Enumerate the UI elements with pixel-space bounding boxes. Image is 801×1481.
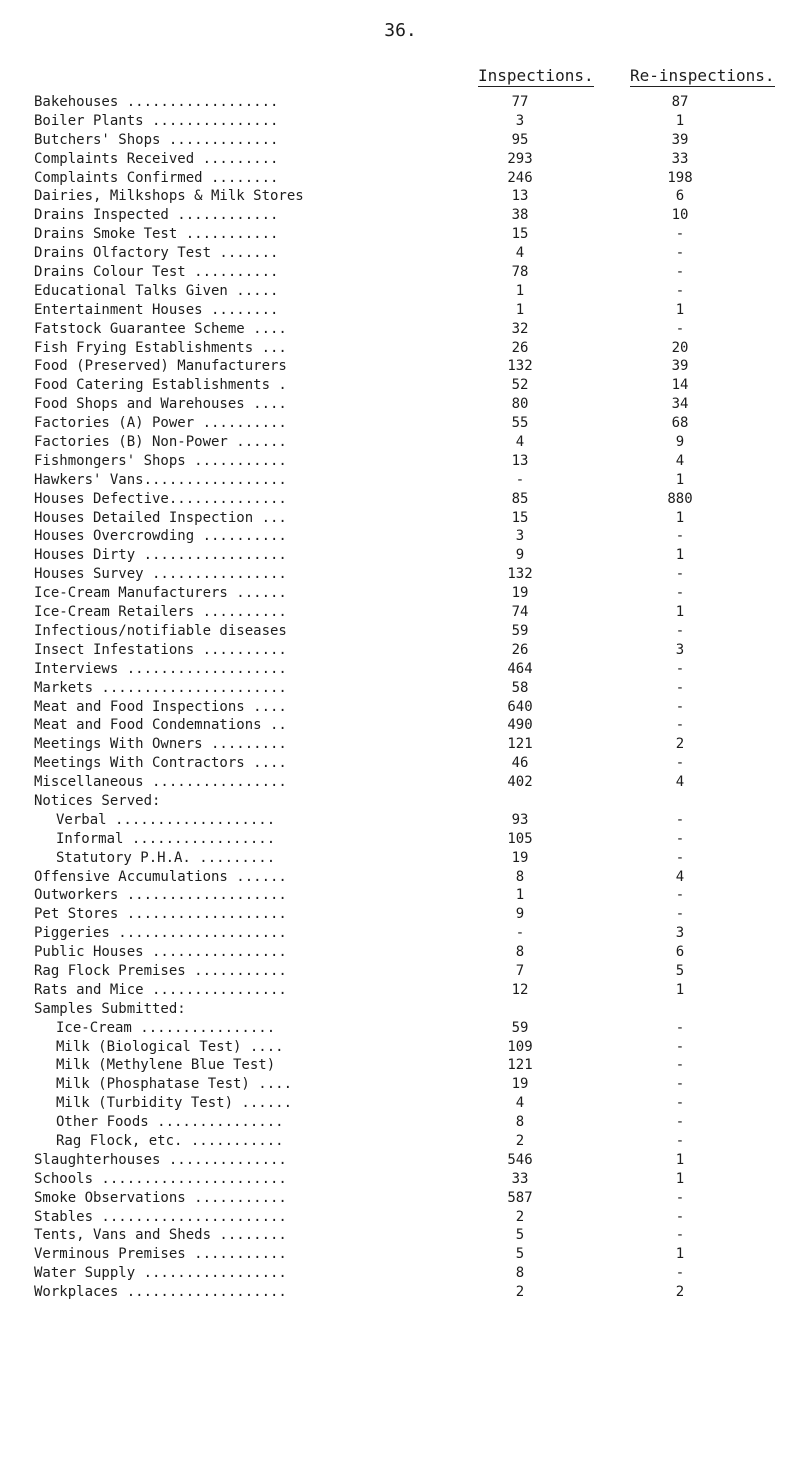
row-label: Piggeries .................... (34, 925, 287, 942)
table-row (0, 1189, 801, 1208)
re-inspections-value: 1 (675, 509, 685, 526)
inspections-value: 246 (507, 169, 533, 186)
row-label: Milk (Biological Test) .... (56, 1038, 284, 1055)
re-inspections-value: - (675, 528, 685, 545)
row-label: Food Shops and Warehouses .... (34, 396, 287, 413)
re-inspections-value: 87 (671, 94, 689, 110)
re-inspections-value: - (675, 906, 685, 923)
table-row (0, 244, 801, 263)
re-inspections-value: 6 (675, 944, 685, 961)
table-row (0, 1056, 801, 1075)
table-row (0, 679, 801, 698)
row-label: Drains Olfactory Test ....... (34, 245, 279, 262)
re-inspections-value: - (675, 566, 685, 583)
table-row (0, 206, 801, 225)
re-inspections-value: 5 (675, 962, 685, 979)
re-inspections-value: 1 (675, 112, 685, 129)
table-row (0, 868, 801, 887)
inspections-value: 490 (507, 717, 533, 734)
inspections-value: 293 (507, 150, 533, 167)
row-label: Verminous Premises ........... (34, 1246, 287, 1263)
re-inspections-value: - (675, 226, 685, 243)
inspections-header-underline (478, 86, 594, 87)
row-label: Notices Served: (34, 792, 161, 809)
row-label: Rag Flock Premises ........... (34, 962, 287, 979)
re-inspections-value: - (675, 585, 685, 602)
inspections-value: 121 (507, 1057, 533, 1074)
inspections-value: 74 (511, 604, 529, 621)
inspections-value: 15 (511, 509, 529, 526)
row-label: Informal ................. (56, 830, 276, 847)
table-row (0, 112, 801, 131)
re-inspections-value: - (675, 717, 685, 734)
table-row (0, 395, 801, 414)
table-row (0, 792, 801, 811)
re-inspections-value: - (675, 1076, 685, 1093)
inspections-value: 640 (507, 698, 533, 715)
row-label: Samples Submitted: (34, 1000, 186, 1017)
re-inspections-column-header (630, 66, 775, 87)
re-inspections-value: - (675, 1095, 685, 1112)
row-label: Tents, Vans and Sheds ........ (34, 1227, 287, 1244)
row-label: Miscellaneous ................ (34, 774, 287, 791)
inspections-value: 132 (507, 358, 533, 375)
table-row (0, 660, 801, 679)
row-label: Meetings With Owners ......... (34, 736, 287, 753)
re-inspections-value: 1 (675, 1170, 685, 1187)
re-inspections-value: 3 (675, 925, 685, 942)
re-inspections-value: 1 (675, 604, 685, 621)
inspections-value: 4 (515, 434, 525, 451)
inspections-value: 8 (515, 868, 525, 885)
table-row (0, 849, 801, 868)
table-row (0, 981, 801, 1000)
re-inspections-value: 198 (667, 169, 693, 186)
table-row (0, 187, 801, 206)
row-label: Stables ...................... (34, 1208, 287, 1225)
re-inspections-value: 39 (671, 131, 689, 148)
inspections-header-label: Inspections. (478, 66, 594, 85)
inspections-value: 587 (507, 1189, 533, 1206)
re-inspections-value: 20 (671, 339, 689, 356)
row-label: Slaughterhouses .............. (34, 1151, 287, 1168)
row-label: Factories (A) Power .......... (34, 415, 287, 432)
inspections-value: - (515, 471, 525, 488)
inspections-value: 55 (511, 415, 529, 432)
re-inspections-value: - (675, 320, 685, 337)
re-inspections-value: - (675, 1227, 685, 1244)
table-row (0, 376, 801, 395)
table-row (0, 301, 801, 320)
inspections-value: 546 (507, 1151, 533, 1168)
inspections-value: 80 (511, 396, 529, 413)
re-inspections-value: 4 (675, 774, 685, 791)
inspections-value: 59 (511, 1019, 529, 1036)
re-inspections-value: - (675, 1038, 685, 1055)
inspections-value: 5 (515, 1227, 525, 1244)
row-label: Outworkers ................... (34, 887, 287, 904)
re-inspections-value: 2 (675, 1284, 685, 1301)
re-inspections-value: - (675, 1132, 685, 1149)
row-label: Milk (Phosphatase Test) .... (56, 1076, 293, 1093)
row-label: Houses Dirty ................. (34, 547, 287, 564)
table-row (0, 698, 801, 717)
inspections-value: 19 (511, 849, 529, 866)
re-inspections-value: - (675, 1057, 685, 1074)
row-label: Butchers' Shops ............. (34, 131, 279, 148)
inspections-value: 4 (515, 245, 525, 262)
table-row (0, 773, 801, 792)
row-label: Fishmongers' Shops ........... (34, 452, 287, 469)
table-row (0, 320, 801, 339)
table-row (0, 584, 801, 603)
re-inspections-value: 33 (671, 150, 689, 167)
table-row (0, 754, 801, 773)
table-row (0, 641, 801, 660)
table-row (0, 1113, 801, 1132)
table-row (0, 943, 801, 962)
inspections-value: 38 (511, 207, 529, 224)
re-inspections-value: 1 (675, 981, 685, 998)
row-label: Milk (Turbidity Test) ...... (56, 1095, 293, 1112)
re-inspections-value: - (675, 1208, 685, 1225)
inspections-value: 105 (507, 830, 533, 847)
row-label: Offensive Accumulations ...... (34, 868, 287, 885)
table-row (0, 905, 801, 924)
inspections-value: 15 (511, 226, 529, 243)
row-label: Schools ...................... (34, 1170, 287, 1187)
row-label: Meetings With Contractors .... (34, 755, 287, 772)
row-label: Meat and Food Inspections .... (34, 698, 287, 715)
inspections-value: 77 (511, 94, 529, 110)
table-row (0, 1094, 801, 1113)
re-inspections-value: - (675, 1019, 685, 1036)
table-row (0, 1132, 801, 1151)
re-inspections-value: 1 (675, 301, 685, 318)
re-inspections-value: 1 (675, 1151, 685, 1168)
inspections-column-header (478, 66, 594, 87)
inspections-value: 1 (515, 282, 525, 299)
table-row (0, 509, 801, 528)
inspections-value: 58 (511, 679, 529, 696)
re-inspections-value: - (675, 830, 685, 847)
re-inspections-value: - (675, 1265, 685, 1282)
table-row (0, 830, 801, 849)
re-inspections-value: - (675, 282, 685, 299)
row-label: Fatstock Guarantee Scheme .... (34, 320, 287, 337)
re-inspections-value: 10 (671, 207, 689, 224)
row-label: Houses Detailed Inspection ... (34, 509, 287, 526)
re-inspections-value: - (675, 1189, 685, 1206)
inspections-value: 33 (511, 1170, 529, 1187)
re-inspections-value: - (675, 264, 685, 281)
table-row (0, 1075, 801, 1094)
row-label: Smoke Observations ........... (34, 1189, 287, 1206)
table-row (0, 924, 801, 943)
row-label: Insect Infestations .......... (34, 641, 287, 658)
re-inspections-value: - (675, 660, 685, 677)
row-label: Houses Overcrowding .......... (34, 528, 287, 545)
table-row (0, 603, 801, 622)
row-label: Other Foods ............... (56, 1114, 284, 1131)
inspections-value: 19 (511, 1076, 529, 1093)
re-inspections-value: 9 (675, 434, 685, 451)
re-inspections-value: 6 (675, 188, 685, 205)
inspections-value: 3 (515, 528, 525, 545)
row-label: Drains Colour Test .......... (34, 264, 279, 281)
re-inspections-value: 14 (671, 377, 689, 394)
row-label: Pet Stores ................... (34, 906, 287, 923)
re-inspections-value: - (675, 245, 685, 262)
row-label: Ice-Cream Retailers .......... (34, 604, 287, 621)
inspections-value: 3 (515, 112, 525, 129)
table-row (0, 169, 801, 188)
row-label: Dairies, Milkshops & Milk Stores (34, 188, 304, 205)
table-row (0, 339, 801, 358)
re-inspections-value: - (675, 811, 685, 828)
inspections-value: 52 (511, 377, 529, 394)
row-label: Boiler Plants ............... (34, 112, 279, 129)
row-label: Markets ...................... (34, 679, 287, 696)
re-inspections-value: 1 (675, 547, 685, 564)
table-row (0, 1245, 801, 1264)
row-label: Infectious/notifiable diseases (34, 622, 287, 639)
re-inspections-value: - (675, 887, 685, 904)
inspections-value: 7 (515, 962, 525, 979)
row-label: Factories (B) Non-Power ...... (34, 434, 287, 451)
row-label: Drains Inspected ............ (34, 207, 279, 224)
inspections-value: 32 (511, 320, 529, 337)
re-inspections-value: 880 (667, 490, 693, 507)
table-row (0, 1038, 801, 1057)
row-label: Ice-Cream Manufacturers ...... (34, 585, 287, 602)
table-row (0, 131, 801, 150)
re-inspections-value: - (675, 679, 685, 696)
row-label: Houses Defective.............. (34, 490, 287, 507)
row-label: Food (Preserved) Manufacturers (34, 358, 287, 375)
row-label: Statutory P.H.A. ......... (56, 849, 276, 866)
table-row (0, 546, 801, 565)
inspections-value: 2 (515, 1132, 525, 1149)
inspections-value: 46 (511, 755, 529, 772)
inspections-value: 78 (511, 264, 529, 281)
table-row (0, 263, 801, 282)
table-row (0, 225, 801, 244)
row-label: Milk (Methylene Blue Test) (56, 1057, 276, 1074)
table-row (0, 282, 801, 301)
table-row (0, 471, 801, 490)
table-row (0, 1264, 801, 1283)
row-label: Complaints Received ......... (34, 150, 279, 167)
row-label: Entertainment Houses ........ (34, 301, 279, 318)
page-number: 36. (384, 20, 417, 41)
inspections-value: 2 (515, 1208, 525, 1225)
row-label: Rats and Mice ................ (34, 981, 287, 998)
table-row (0, 1000, 801, 1019)
inspections-value: 5 (515, 1246, 525, 1263)
row-label: Hawkers' Vans................. (34, 471, 287, 488)
inspections-value: 26 (511, 641, 529, 658)
inspections-value: 109 (507, 1038, 533, 1055)
re-inspections-header-underline (630, 86, 775, 87)
inspections-value: 8 (515, 944, 525, 961)
row-label: Houses Survey ................ (34, 566, 287, 583)
table-row (0, 357, 801, 376)
table-row (0, 886, 801, 905)
row-label: Fish Frying Establishments ... (34, 339, 287, 356)
table-row (0, 150, 801, 169)
inspections-value: 402 (507, 774, 533, 791)
re-inspections-value: 4 (675, 452, 685, 469)
re-inspections-value: 1 (675, 1246, 685, 1263)
inspections-value: 19 (511, 585, 529, 602)
row-label: Public Houses ................ (34, 944, 287, 961)
table-row (0, 622, 801, 641)
inspections-value: 59 (511, 622, 529, 639)
inspections-value: 8 (515, 1114, 525, 1131)
re-inspections-value: 1 (675, 471, 685, 488)
table-row (0, 1170, 801, 1189)
row-label: Water Supply ................. (34, 1265, 287, 1282)
table-row (0, 433, 801, 452)
inspections-value: 26 (511, 339, 529, 356)
re-inspections-value: 2 (675, 736, 685, 753)
table-row (0, 527, 801, 546)
row-label: Ice-Cream ................ (56, 1019, 276, 1036)
inspections-value: 9 (515, 906, 525, 923)
row-label: Verbal ................... (56, 811, 276, 828)
table-row (0, 1019, 801, 1038)
inspections-value: 13 (511, 188, 529, 205)
table-row (0, 1151, 801, 1170)
inspections-value: 95 (511, 131, 529, 148)
table-row (0, 811, 801, 830)
table-row (0, 565, 801, 584)
table-row (0, 1226, 801, 1245)
re-inspections-value: 34 (671, 396, 689, 413)
table-row (0, 716, 801, 735)
table-row (0, 452, 801, 471)
inspections-value: 1 (515, 301, 525, 318)
inspections-value: 93 (511, 811, 529, 828)
re-inspections-value: - (675, 622, 685, 639)
table-row (0, 1208, 801, 1227)
row-label: Complaints Confirmed ........ (34, 169, 279, 186)
row-label: Rag Flock, etc. ........... (56, 1132, 284, 1149)
inspection-table (0, 93, 801, 1302)
re-inspections-value: 68 (671, 415, 689, 432)
inspections-value: - (515, 925, 525, 942)
inspections-value: 464 (507, 660, 533, 677)
inspections-value: 132 (507, 566, 533, 583)
inspections-value: 2 (515, 1284, 525, 1301)
inspections-value: 1 (515, 887, 525, 904)
table-row (0, 93, 801, 112)
row-label: Food Catering Establishments . (34, 377, 287, 394)
re-inspections-header-label: Re-inspections. (630, 66, 775, 85)
inspections-value: 4 (515, 1095, 525, 1112)
row-label: Workplaces ................... (34, 1284, 287, 1301)
re-inspections-value: 3 (675, 641, 685, 658)
re-inspections-value: - (675, 755, 685, 772)
re-inspections-value: - (675, 698, 685, 715)
re-inspections-value: 39 (671, 358, 689, 375)
row-label: Interviews ................... (34, 660, 287, 677)
table-row (0, 735, 801, 754)
re-inspections-value: - (675, 849, 685, 866)
inspections-value: 9 (515, 547, 525, 564)
re-inspections-value: 4 (675, 868, 685, 885)
inspections-value: 121 (507, 736, 533, 753)
table-row (0, 490, 801, 509)
inspections-value: 13 (511, 452, 529, 469)
table-row (0, 414, 801, 433)
inspections-value: 8 (515, 1265, 525, 1282)
inspections-value: 12 (511, 981, 529, 998)
row-label: Drains Smoke Test ........... (34, 226, 279, 243)
table-row (0, 962, 801, 981)
row-label: Bakehouses .................. (34, 94, 279, 110)
table-row (0, 1283, 801, 1302)
inspections-value: 85 (511, 490, 529, 507)
row-label: Educational Talks Given ..... (34, 282, 279, 299)
row-label: Meat and Food Condemnations .. (34, 717, 287, 734)
re-inspections-value: - (675, 1114, 685, 1131)
